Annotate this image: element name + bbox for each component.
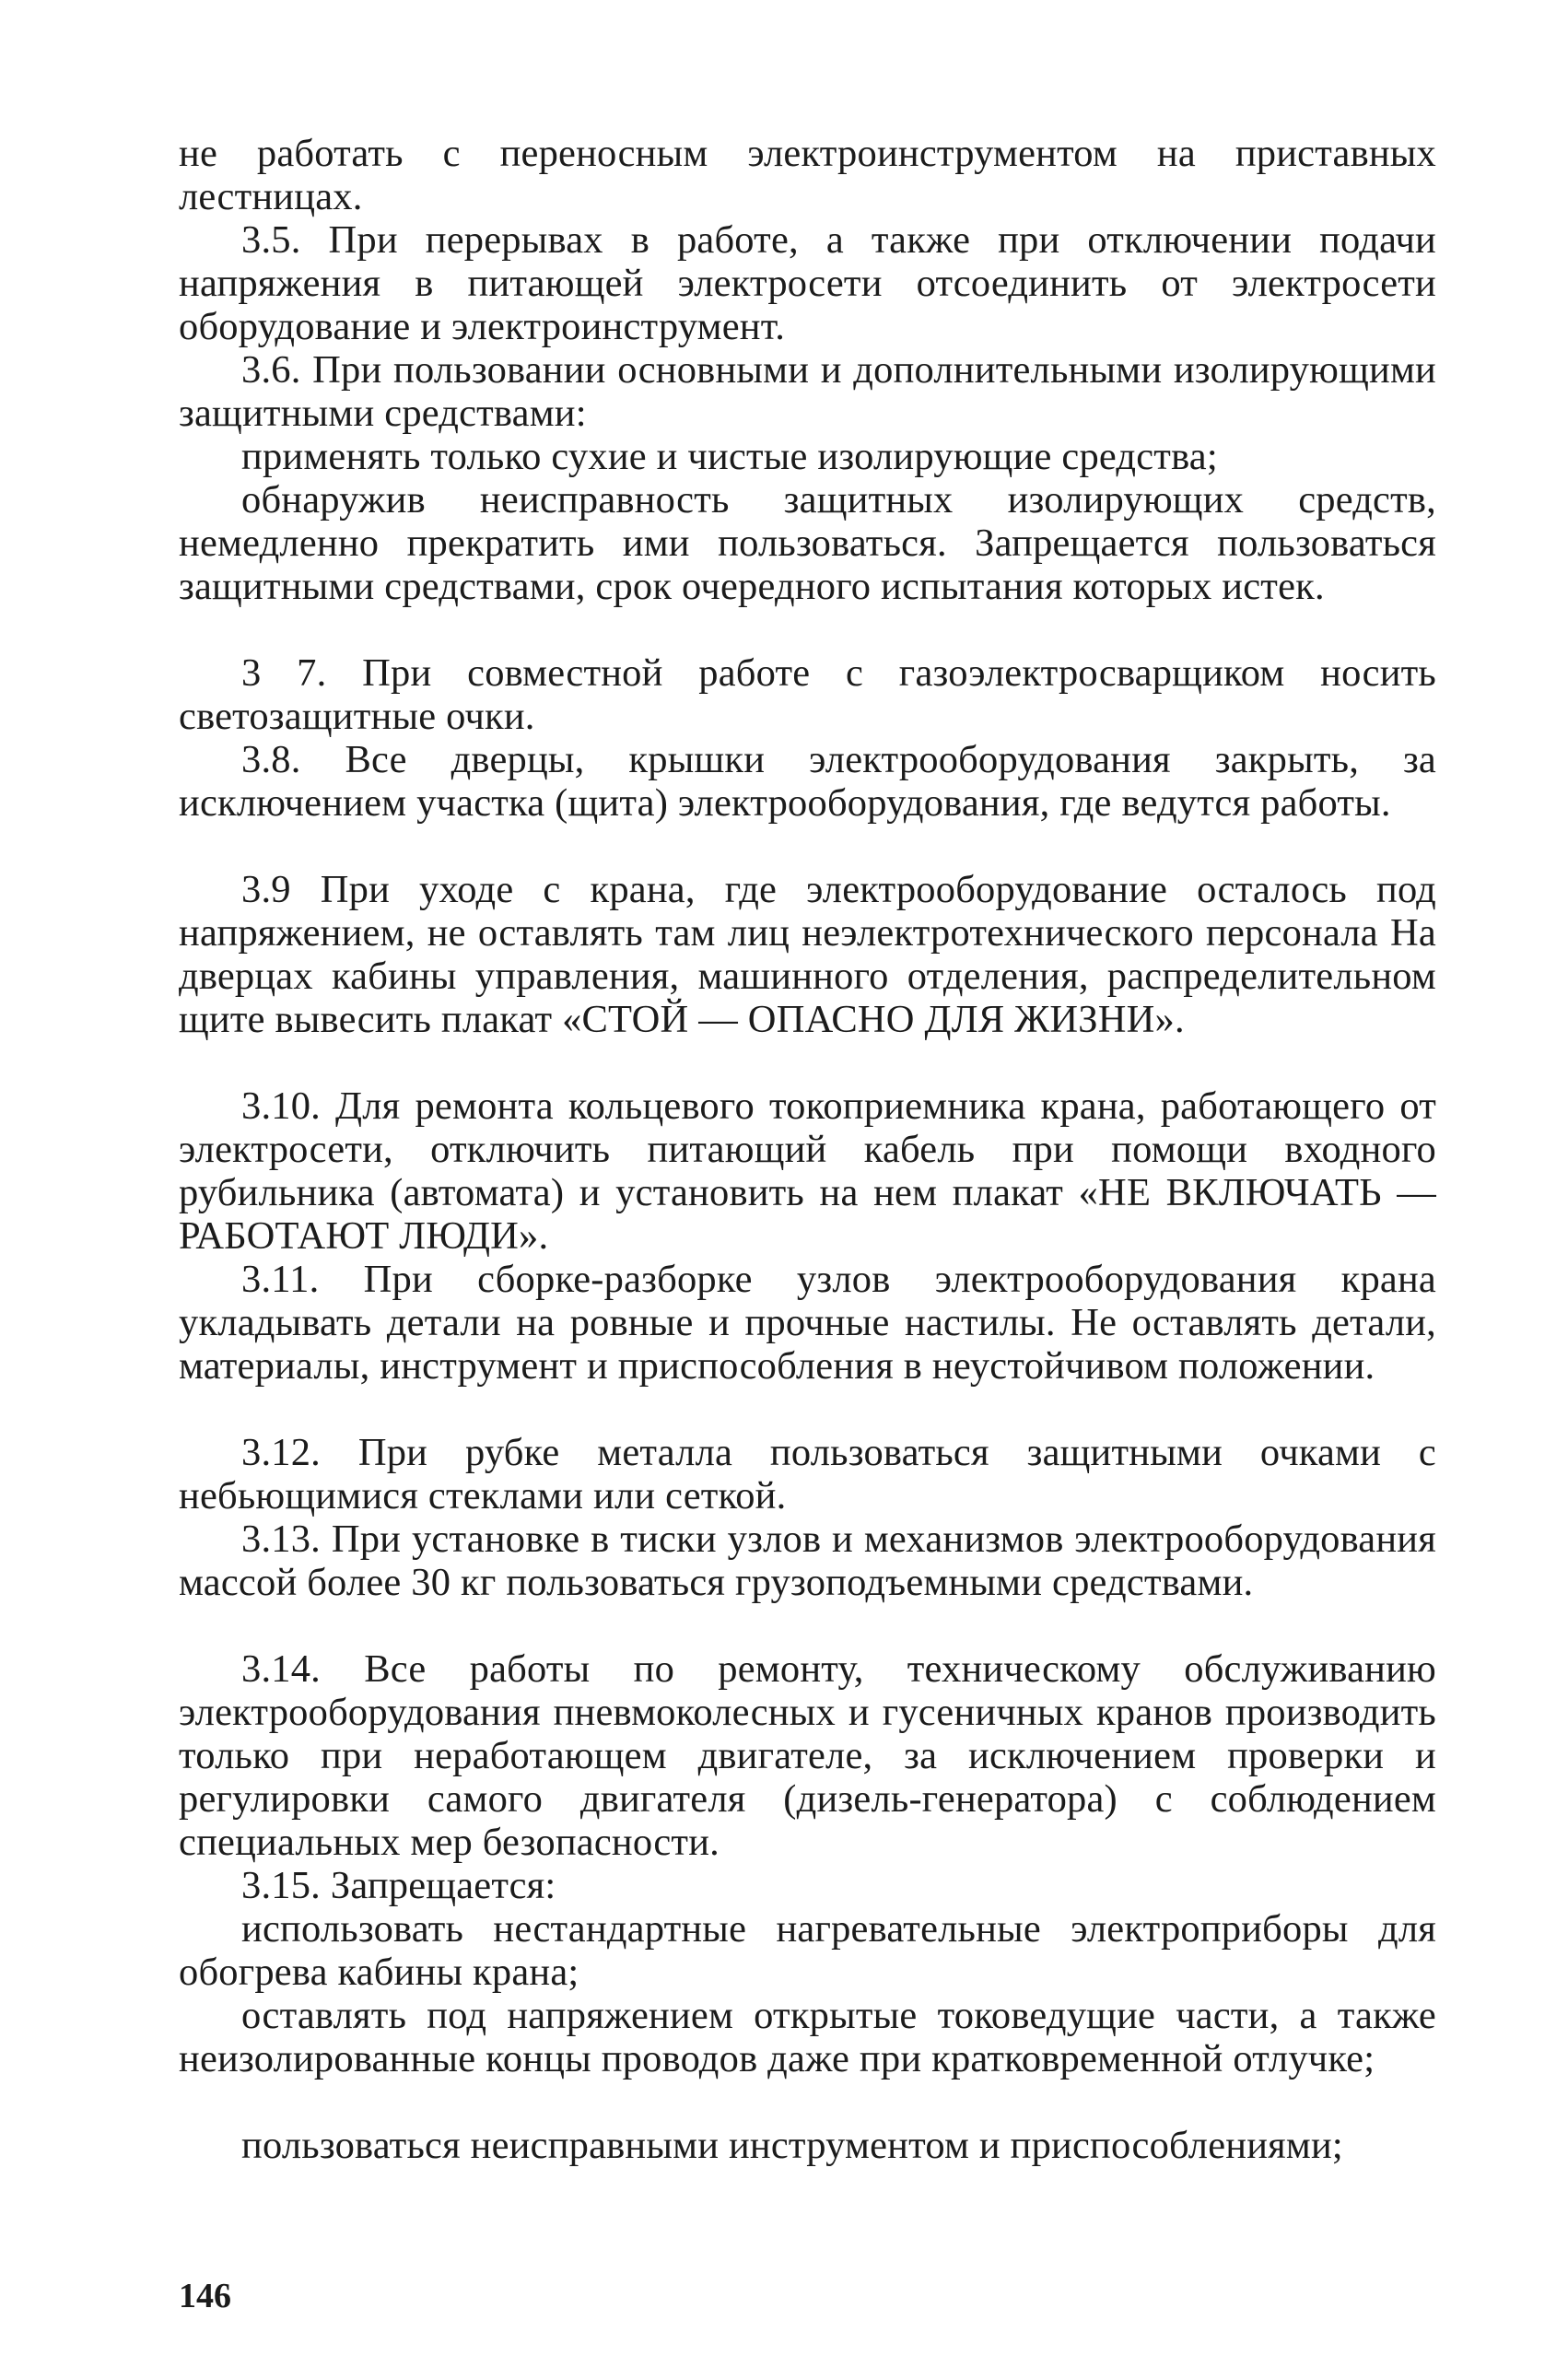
paragraph-3-14 (179, 1647, 1436, 1864)
paragraph-3-13 (179, 1517, 1436, 1604)
paragraph-3-5 (179, 218, 1436, 348)
paragraph-text: 3.11. При сборке-разборке узлов электрооборудования крана укладывать детали на ровные и прочные настилы. Не оставлять детали, материалы, инструмент и приспособления в неустойчивом положении. (179, 1258, 1436, 1388)
paragraph-continuation (179, 132, 1436, 218)
paragraph-text: применять только сухие и чистые изолирующие средства; (241, 435, 1218, 478)
paragraph-3-9 (179, 868, 1436, 1041)
page-number: 146 (179, 2277, 231, 2315)
paragraph-text: 3.15. Запрещается: (241, 1864, 556, 1907)
paragraph-text: не работать с переносным электроинструментом на приставных лестницах. (179, 132, 1436, 218)
paragraph-3-12 (179, 1431, 1436, 1517)
paragraph-text: 3.8. Все дверцы, крышки электрооборудования закрыть, за исключением участка (щита) электрооборудования, где ведутся работы. (179, 738, 1436, 825)
paragraph-3-6-item-2 (179, 478, 1436, 608)
paragraph-text: 3 7. При совместной работе с газоэлектросварщиком носить светозащитные очки. (179, 651, 1436, 738)
paragraph-3-15-item-1 (179, 1907, 1436, 1994)
paragraph-text: пользоваться неисправными инструментом и приспособлениями; (241, 2124, 1343, 2167)
paragraph-text: оставлять под напряжением открытые токоведущие части, а также неизолированные концы проводов даже при кратковременной отлучке; (179, 1994, 1436, 2080)
paragraph-3-8 (179, 738, 1436, 825)
paragraph-3-15-item-2 (179, 1994, 1436, 2080)
paragraph-3-6 (179, 348, 1436, 435)
paragraph-text: обнаружив неисправность защитных изолирующих средств, немедленно прекратить ими пользоваться. Запрещается пользоваться защитными средствами, срок очередного испытания которых истек. (179, 478, 1436, 608)
paragraph-text: 3.10. Для ремонта кольцевого токоприемника крана, работающего от электросети, отключить питающий кабель при помощи входного рубильника (автомата) и установить на нем плакат «НЕ ВКЛЮЧАТЬ — РАБОТАЮТ ЛЮДИ». (179, 1084, 1436, 1258)
paragraph-text: 3.9 При уходе с крана, где электрооборудование осталось под напряжением, не оставлять там лиц неэлектротехнического персонала На дверцах кабины управления, машинного отделения, распределительном щите вывесить плакат «СТОЙ — ОПАСНО ДЛЯ ЖИЗНИ». (179, 868, 1436, 1041)
paragraph-3-10 (179, 1084, 1436, 1258)
paragraph-text: 3.6. При пользовании основными и дополнительными изолирующими защитными средствами: (179, 348, 1436, 435)
paragraph-3-7 (179, 651, 1436, 738)
paragraph-3-15 (179, 1864, 1436, 1907)
paragraph-text: 3.12. При рубке металла пользоваться защитными очками с небьющимися стеклами или сеткой. (179, 1431, 1436, 1517)
paragraph-3-11 (179, 1258, 1436, 1388)
paragraph-text: 3.13. При установке в тиски узлов и механизмов электрооборудования массой более 30 кг пользоваться грузоподъемными средствами. (179, 1517, 1436, 1604)
paragraph-3-6-item-1 (179, 435, 1436, 478)
paragraph-text: использовать нестандартные нагревательные электроприборы для обогрева кабины крана; (179, 1907, 1436, 1994)
paragraph-text: 3.14. Все работы по ремонту, техническому обслуживанию электрооборудования пневмоколесных и гусеничных кранов производить только при неработающем двигателе, за исключением проверки и регулировки самого двигателя (дизель-генератора) с соблюдением специальных мер безопасности. (179, 1647, 1436, 1864)
paragraph-3-15-item-3 (179, 2124, 1436, 2167)
paragraph-text: 3.5. При перерывах в работе, а также при отключении подачи напряжения в питающей электросети отсоединить от электросети оборудование и электроинструмент. (179, 218, 1436, 348)
